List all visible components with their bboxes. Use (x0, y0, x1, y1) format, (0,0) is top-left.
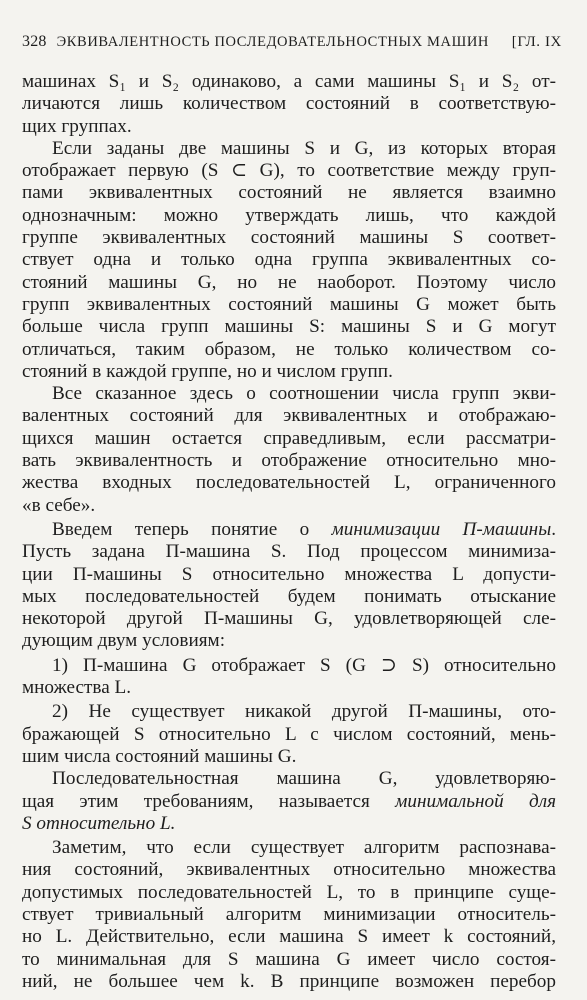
text-line: жества входных последовательностей L, ограниченного (22, 472, 556, 494)
text-line: ции П-машины S относительно множества L допусти- (22, 563, 556, 585)
text-line: Введем теперь понятие о минимизации П-машины. (52, 518, 556, 540)
text-line: личаются лишь количеством состояний в соответствую- (22, 93, 556, 115)
text-line: Все сказанное здесь о соотношении числа групп экви- (52, 383, 556, 405)
text-line: машинах S₁ и S₂ одинаково, а сами машины S₁ и S₂ от- (22, 71, 556, 92)
text-line: но L. Действительно, если машина S имеет k состояний, (22, 926, 556, 948)
text-line: некоторой другой П-машины G, удовлетворяющей сле- (22, 608, 556, 630)
text-line: множества L. (22, 677, 132, 699)
italic-term: минимизации П-машины (331, 518, 552, 540)
text-line: ний, не большее чем k. В принципе возможен перебор (22, 970, 556, 992)
text-line: групп эквивалентных состояний машины G может быть (22, 293, 556, 315)
text-line: больше числа групп машины S: машины S и G могут (22, 316, 556, 338)
text-line: Пусть задана П-машина S. Под процессом минимиза- (22, 541, 556, 563)
text-line: S относительно L. (22, 812, 176, 834)
text-line: Заметим, что если существует алгоритм распознава- (52, 837, 556, 859)
text-line: группе эквивалентных состояний машины S соответ- (22, 227, 556, 249)
page-body-text (22, 71, 556, 993)
text-line: щих группах. (22, 115, 132, 137)
text-line: отличаться, таким образом, не только количеством со- (22, 338, 556, 360)
text-line: ния состояний, эквивалентных относительно множества (22, 859, 556, 881)
text-line: валентных состояний для эквивалентных и отображаю- (22, 405, 556, 427)
text-line: шим числа состояний машины G. (22, 745, 297, 767)
text-line: щая этим требованиям, называется минимальной для (22, 790, 556, 812)
text-line: дующим двум условиям: (22, 630, 226, 652)
text-line: ствует тривиальный алгоритм минимизации относитель- (22, 903, 556, 925)
page-number: 328 (22, 33, 47, 50)
text-line: вать эквивалентность и отображение относительно мно- (22, 450, 556, 472)
text-line: Если заданы две машины S и G, из которых вторая (52, 137, 556, 159)
text-line: 2) Не существует никакой другой П-машины, ото- (52, 701, 556, 723)
text-line: отображает первую (S ⊂ G), то соответствие между груп- (22, 160, 556, 182)
text-line: 1) П-машина G отображает S (G ⊃ S) относительно (52, 654, 556, 676)
text-line: бражающей S относительно L с числом состояний, мень- (22, 723, 556, 745)
text-line: стояний машины G, но не наоборот. Поэтому число (22, 271, 556, 293)
running-title: ЭКВИВАЛЕНТНОСТЬ ПОСЛЕДОВАТЕЛЬНОСТНЫХ МАШИН (56, 34, 489, 50)
text-line: пами эквивалентных состояний не является взаимно (22, 182, 556, 204)
text-line: «в себе». (22, 494, 96, 516)
text-line: ствует одна и только одна группа эквивалентных со- (22, 249, 556, 271)
text-line: то минимальная для S машина G имеет число состоя- (22, 948, 556, 970)
text-line: стояний в каждой группе, но и числом групп. (22, 360, 393, 382)
text-line: мых последовательностей будем понимать отыскание (22, 585, 556, 607)
text-line: допустимых последовательностей L, то в принципе суще- (22, 881, 556, 903)
text-line: щихся машин остается справедливым, если рассматри- (22, 427, 556, 449)
text-line: однозначным: можно утверждать лишь, что каждой (22, 204, 556, 226)
chapter-label: [ГЛ. IX (511, 34, 562, 50)
italic-term: минимальной для (395, 790, 556, 812)
running-header (22, 33, 562, 51)
text-line: Последовательностная машина G, удовлетворяю- (52, 768, 556, 790)
